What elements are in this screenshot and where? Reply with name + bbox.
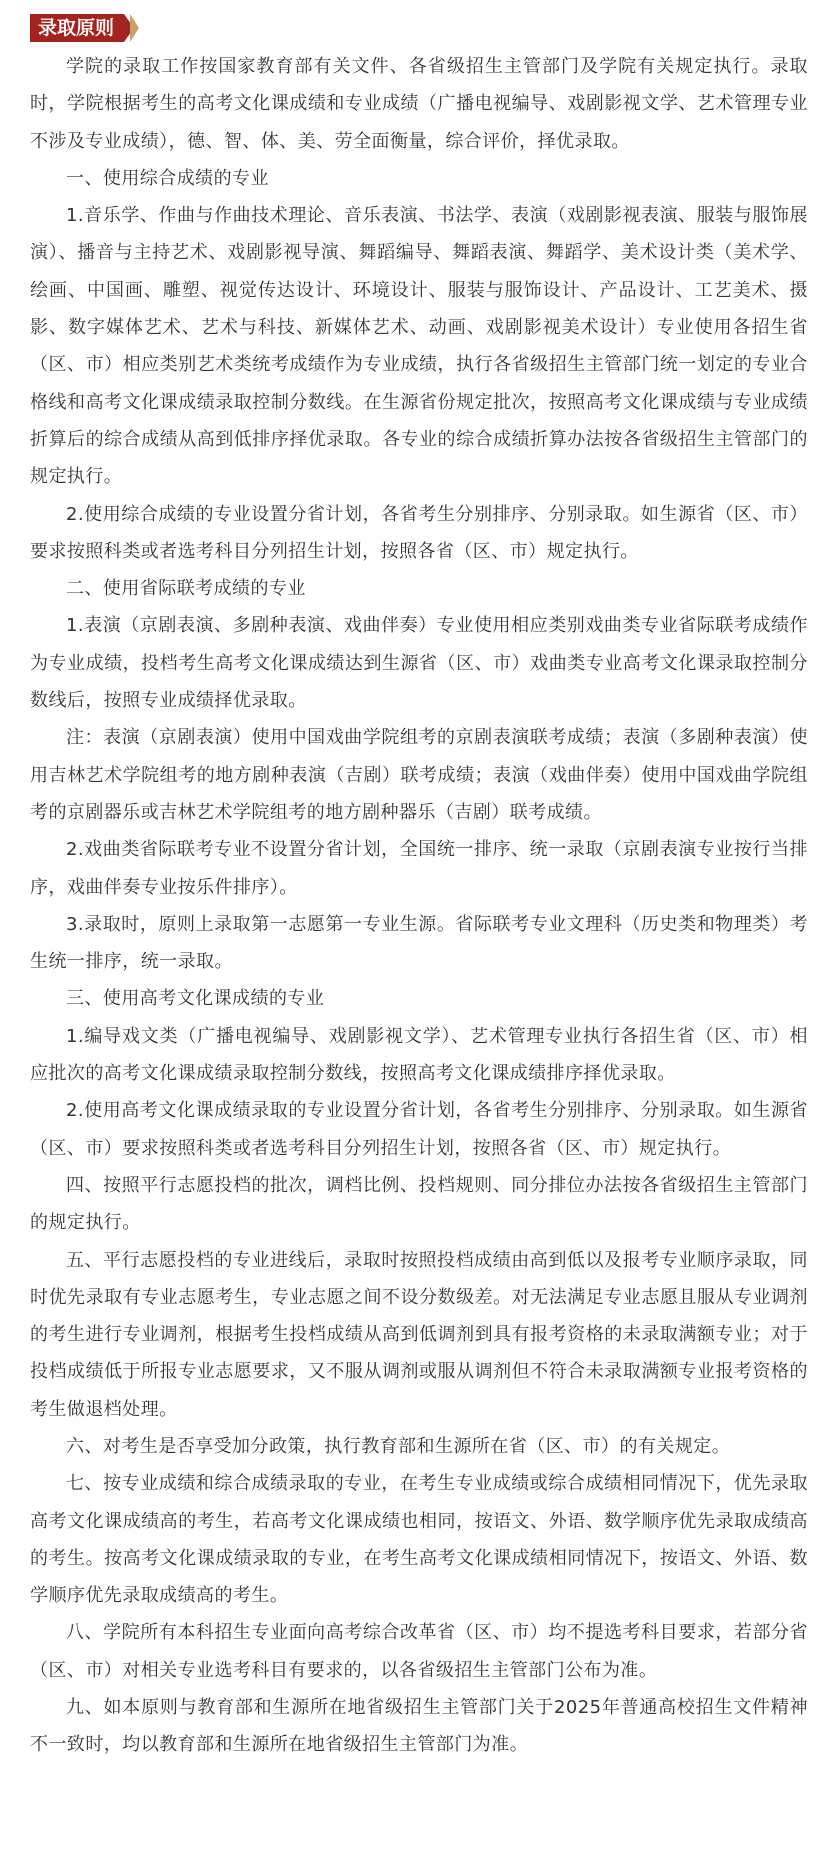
paragraph: 1.音乐学、作曲与作曲技术理论、音乐表演、书法学、表演（戏剧影视表演、服装与服饰展演）、播音与主持艺术、戏剧影视导演、舞蹈编导、舞蹈表演、舞蹈学、美术设计类（美术学、绘画、中国画、雕塑、视觉传达设计、环境设计、服装与服饰设计、产品设计、工艺美术、摄影、数字媒体艺术、艺术与科技、新媒体艺术、动画、戏剧影视美术设计）专业使用各招生省（区、市）相应类别艺术类统考成绩作为专业成绩，执行各省级招生主管部门统一划定的专业合格线和高考文化课成绩录取控制分数线。在生源省份规定批次，按照高考文化课成绩与专业成绩折算后的综合成绩从高到低排序择优录取。各专业的综合成绩折算办法按各省级招生主管部门的规定执行。 [30,205,808,488]
paragraph: 2.戏曲类省际联考专业不设置分省计划，全国统一排序、统一录取（京剧表演专业按行当排序，戏曲伴奏专业按乐件排序）。 [30,839,808,898]
paragraph: 五、平行志愿投档的专业进线后，录取时按照投档成绩由高到低以及报考专业顺序录取，同时优先录取有专业志愿考生，专业志愿之间不设分数级差。对无法满足专业志愿且服从专业调剂的考生进行专业调剂，根据考生投档成绩从高到低调剂到具有报考资格的未录取满额专业；对于投档成绩低于所报专业志愿要求，又不服从调剂或服从调剂但不符合未录取满额专业报考资格的考生做退档处理。 [30,1249,808,1420]
paragraph: 四、按照平行志愿投档的批次，调档比例、投档规则、同分排位办法按各省级招生主管部门的规定执行。 [30,1174,808,1234]
paragraph: 学院的录取工作按国家教育部有关文件、各省级招生主管部门及学院有关规定执行。录取时，学院根据考生的高考文化课成绩和专业成绩（广播电视编导、戏剧影视文学、艺术管理专业不涉及专业成绩），德、智、体、美、劳全面衡量，综合评价，择优录取。 [30,56,808,152]
paragraph: 1.编导戏文类（广播电视编导、戏剧影视文学）、艺术管理专业执行各招生省（区、市）相应批次的高考文化课成绩录取控制分数线，按照高考文化课成绩排序择优录取。 [30,1025,808,1085]
section-heading: 三、使用高考文化课成绩的专业 [66,988,325,1010]
section-heading: 二、使用省际联考成绩的专业 [66,578,306,600]
paragraph: 八、学院所有本科招生专业面向高考综合改革省（区、市）均不提选考科目要求，若部分省（区、市）对相关专业选考科目有要求的，以各省级招生主管部门公布为准。 [30,1622,808,1681]
document-body [30,48,808,1764]
paragraph: 3.录取时，原则上录取第一志愿第一专业生源。省际联考专业文理科（历史类和物理类）考生统一排序，统一录取。 [30,913,808,973]
paragraph: 2.使用高考文化课成绩录取的专业设置分省计划，各省考生分别排序、分别录取。如生源省（区、市）要求按照科类或者选考科目分列招生计划，按照各省（区、市）规定执行。 [30,1100,808,1159]
paragraph: 七、按专业成绩和综合成绩录取的专业，在考生专业成绩或综合成绩相同情况下，优先录取高考文化课成绩高的考生，若高考文化课成绩也相同，按语文、外语、数学顺序优先录取成绩高的考生。按高考文化课成绩录取的专业，在考生高考文化课成绩相同情况下，按语文、外语、数学顺序优先录取成绩高的考生。 [30,1473,808,1607]
section-title: 录取原则 [30,14,124,42]
note-paragraph: 注：表演（京剧表演）使用中国戏曲学院组考的京剧表演联考成绩；表演（多剧种表演）使用吉林艺术学院组考的地方剧种表演（吉剧）联考成绩；表演（戏曲伴奏）使用中国戏曲学院组考的京剧器乐或吉林艺术学院组考的地方剧种器乐（吉剧）联考成绩。 [30,727,808,823]
paragraph: 2.使用综合成绩的专业设置分省计划，各省考生分别排序、分别录取。如生源省（区、市）要求按照科类或者选考科目分列招生计划，按照各省（区、市）规定执行。 [30,503,808,562]
section-heading: 一、使用综合成绩的专业 [66,167,269,189]
banner-chevron-icon [130,14,139,42]
paragraph: 六、对考生是否享受加分政策，执行教育部和生源所在省（区、市）的有关规定。 [66,1435,731,1457]
section-banner [30,14,139,42]
paragraph: 1.表演（京剧表演、多剧种表演、戏曲伴奏）专业使用相应类别戏曲类专业省际联考成绩作为专业成绩，投档考生高考文化课成绩达到生源省（区、市）戏曲类专业高考文化课录取控制分数线后，按照专业成绩择优录取。 [30,615,808,712]
paragraph: 九、如本原则与教育部和生源所在地省级招生主管部门关于2025年普通高校招生文件精神不一致时，均以教育部和生源所在地省级招生主管部门为准。 [30,1697,808,1756]
